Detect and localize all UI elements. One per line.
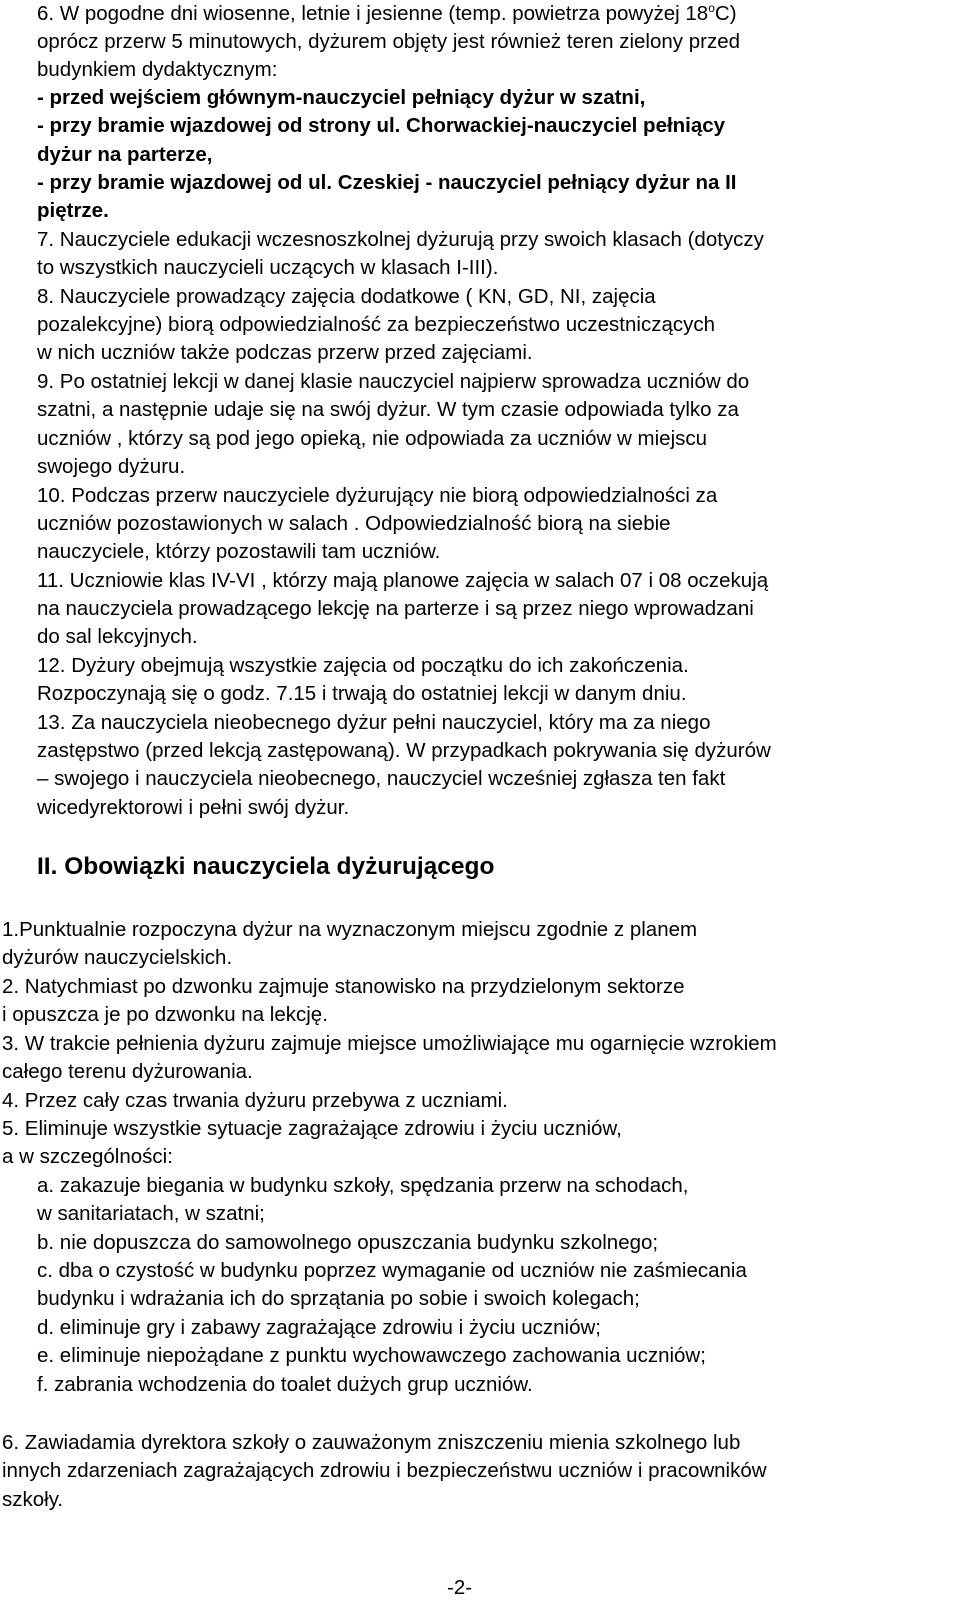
subitem-c-line-2: budynku i wdrażania ich do sprzątania po sobie i swoich kolegach; xyxy=(37,1287,640,1310)
rule-13-line-1: 13. Za nauczyciela nieobecnego dyżur pełni nauczyciel, który ma za niego xyxy=(37,711,711,734)
rule-6-line-6: dyżur na parterze, xyxy=(37,143,213,166)
rule-7-line-1: 7. Nauczyciele edukacji wczesnoszkolnej dyżurują przy swoich klasach (dotyczy xyxy=(37,228,764,251)
rule-6-line-4: - przed wejściem głównym-nauczyciel pełniący dyżur w szatni, xyxy=(37,86,646,109)
duty-3-line-1: 3. W trakcie pełnienia dyżuru zajmuje miejsce umożliwiające mu ogarnięcie wzrokiem xyxy=(2,1032,777,1055)
rule-8-line-2: pozalekcyjne) biorą odpowiedzialność za bezpieczeństwo uczestniczących xyxy=(37,313,716,336)
rule-6-line-2: oprócz przerw 5 minutowych, dyżurem objęty jest również teren zielony przed xyxy=(37,30,740,53)
rule-11-line-3: do sal lekcyjnych. xyxy=(37,625,198,648)
rule-12-line-1: 12. Dyżury obejmują wszystkie zajęcia od początku do ich zakończenia. xyxy=(37,654,689,677)
subitem-b: b. nie dopuszcza do samowolnego opuszczania budynku szkolnego; xyxy=(37,1231,659,1254)
rule-6-line-1 xyxy=(37,0,737,28)
rule-9-line-1: 9. Po ostatniej lekcji w danej klasie nauczyciel najpierw sprowadza uczniów do xyxy=(37,370,750,393)
subitem-a-line-1: a. zakazuje biegania w budynku szkoły, spędzania przerw na schodach, xyxy=(37,1174,689,1197)
rule-7-line-2: to wszystkich nauczycieli uczących w klasach I-III). xyxy=(37,256,499,279)
rule-13-line-3: – swojego i nauczyciela nieobecnego, nauczyciel wcześniej zgłasza ten fakt xyxy=(37,767,726,790)
rule-6-line-5: - przy bramie wjazdowej od strony ul. Chorwackiej-nauczyciel pełniący xyxy=(37,114,726,137)
rule-8-line-1: 8. Nauczyciele prowadzący zajęcia dodatkowe ( KN, GD, NI, zajęcia xyxy=(37,285,656,308)
duty-2-line-2: i opuszcza je po dzwonku na lekcję. xyxy=(2,1003,328,1026)
rule-9-line-2: szatni, a następnie udaje się na swój dyżur. W tym czasie odpowiada tylko za xyxy=(37,398,739,421)
duty-6-line-1: 6. Zawiadamia dyrektora szkoły o zauważonym zniszczeniu mienia szkolnego lub xyxy=(2,1431,741,1454)
page-number: -2- xyxy=(447,1576,473,1599)
duty-1-line-1: 1.Punktualnie rozpoczyna dyżur na wyznaczonym miejscu zgodnie z planem xyxy=(2,918,698,941)
duty-1-line-2: dyżurów nauczycielskich. xyxy=(2,946,233,969)
rule-9-line-3: uczniów , którzy są pod jego opieką, nie odpowiada za uczniów w miejscu xyxy=(37,427,708,450)
rule-10-line-2: uczniów pozostawionych w salach . Odpowiedzialność biorą na siebie xyxy=(37,512,671,535)
rule-6-line-3: budynkiem dydaktycznym: xyxy=(37,58,278,81)
rule-6-line-8: piętrze. xyxy=(37,199,109,222)
rule-11-line-1: 11. Uczniowie klas IV-VI , którzy mają planowe zajęcia w salach 07 i 08 oczekują xyxy=(37,569,769,592)
duty-5-line-1: 5. Eliminuje wszystkie sytuacje zagrażające zdrowiu i życiu uczniów, xyxy=(2,1117,622,1140)
rule-10-line-1: 10. Podczas przerw nauczyciele dyżurujący nie biorą odpowiedzialności za xyxy=(37,484,718,507)
duty-4: 4. Przez cały czas trwania dyżuru przebywa z uczniami. xyxy=(2,1089,508,1112)
subitem-f: f. zabrania wchodzenia do toalet dużych grup uczniów. xyxy=(37,1373,533,1396)
duty-6-line-3: szkoły. xyxy=(2,1488,64,1511)
rule-11-line-2: na nauczyciela prowadzącego lekcję na parterze i są przez niego wprowadzani xyxy=(37,597,754,620)
rule-13-line-4: wicedyrektorowi i pełni swój dyżur. xyxy=(37,796,350,819)
rule-13-line-2: zastępstwo (przed lekcją zastępowaną). W przypadkach pokrywania się dyżurów xyxy=(37,739,771,762)
degree-superscript: o xyxy=(708,1,715,16)
section-heading: II. Obowiązki nauczyciela dyżurującego xyxy=(37,853,495,880)
rule-9-line-4: swojego dyżuru. xyxy=(37,455,186,478)
rule-6-line-7: - przy bramie wjazdowej od ul. Czeskiej - nauczyciel pełniący dyżur na II xyxy=(37,171,737,194)
rule-12-line-2: Rozpoczynają się o godz. 7.15 i trwają do ostatniej lekcji w danym dniu. xyxy=(37,682,687,705)
text-span: C) xyxy=(714,2,737,25)
text-span: 6. W pogodne dni wiosenne, letnie i jesienne (temp. powietrza powyżej 18 xyxy=(37,2,709,25)
rule-8-line-3: w nich uczniów także podczas przerw przed zajęciami. xyxy=(37,341,533,364)
rule-10-line-3: nauczyciele, którzy pozostawili tam uczniów. xyxy=(37,540,441,563)
duty-6-line-2: innych zdarzeniach zagrażających zdrowiu i bezpieczeństwu uczniów i pracowników xyxy=(2,1459,767,1482)
duty-5-line-2: a w szczególności: xyxy=(2,1145,173,1168)
subitem-d: d. eliminuje gry i zabawy zagrażające zdrowiu i życiu uczniów; xyxy=(37,1316,601,1339)
duty-3-line-2: całego terenu dyżurowania. xyxy=(2,1060,253,1083)
subitem-a-line-2: w sanitariatach, w szatni; xyxy=(37,1202,265,1225)
duty-2-line-1: 2. Natychmiast po dzwonku zajmuje stanowisko na przydzielonym sektorze xyxy=(2,975,685,998)
subitem-c-line-1: c. dba o czystość w budynku poprzez wymaganie od uczniów nie zaśmiecania xyxy=(37,1259,747,1282)
subitem-e: e. eliminuje niepożądane z punktu wychowawczego zachowania uczniów; xyxy=(37,1344,706,1367)
